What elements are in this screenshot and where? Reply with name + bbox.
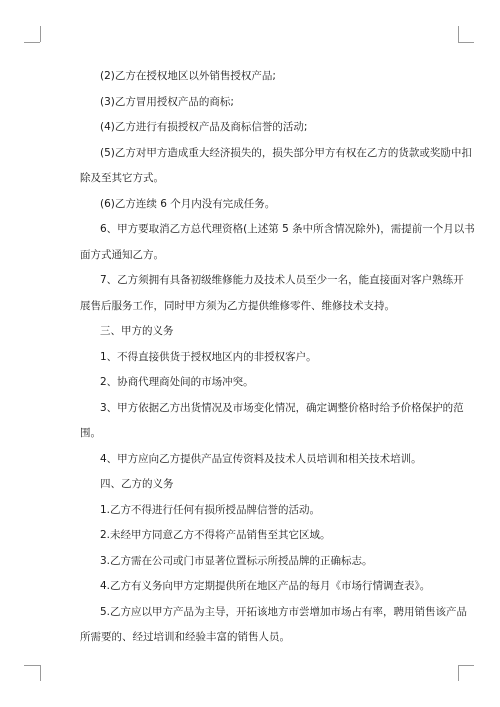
paragraph-text: 4.乙方有义务向甲方定期提供所在地区产品的每月《市场行情调查表》。	[100, 580, 431, 592]
section-heading-party-b-obligations	[80, 472, 420, 498]
paragraph-text-continued: 面方式通知乙方。	[80, 248, 164, 261]
paragraph-text: 2.未经甲方同意乙方不得将产品销售至其它区域。	[100, 529, 331, 541]
paragraph-b-1	[80, 498, 420, 524]
paragraph-b-2	[80, 523, 420, 549]
paragraph-b-3	[80, 549, 420, 575]
paragraph-text: 3、甲方依据乙方出货情况及市场变化情况，确定调整价格时给予价格保护的范	[100, 401, 464, 414]
document-body	[80, 64, 475, 651]
paragraph-item-4	[80, 115, 420, 141]
paragraph-text: 2、协商代理商处间的市场冲突。	[100, 376, 254, 388]
paragraph-b-5	[80, 600, 468, 651]
paragraph-item-3	[80, 90, 420, 116]
paragraph-item-5	[80, 141, 472, 192]
paragraph-text-continued: 所需要的、经过培训和经验丰富的销售人员。	[80, 631, 290, 643]
paragraph-text: 4、甲方应向乙方提供产品宣传资料及技术人员培训和相关技术培训。	[100, 452, 422, 465]
paragraph-text: (6)乙方连续 6 个月内没有完成任务。	[100, 197, 276, 210]
paragraph-a-2	[80, 370, 420, 396]
paragraph-a-3	[80, 396, 464, 447]
paragraph-text: (3)乙方冒用授权产品的商标;	[100, 95, 234, 108]
paragraph-text-continued: 展售后服务工作，同时甲方须为乙方提供维修零件、维修技术支持。	[80, 299, 395, 312]
paragraph-clause-7	[80, 268, 464, 319]
paragraph-item-2	[80, 64, 420, 90]
paragraph-a-1	[80, 345, 420, 371]
paragraph-text: 1、不得直接供货于授权地区内的非授权客户。	[100, 350, 317, 363]
paragraph-text-continued: 围。	[80, 427, 101, 439]
paragraph-text: 5.乙方应以甲方产品为主导，开拓该地方市尝增加市场占有率，聘用销售该产品	[100, 605, 468, 618]
paragraph-text-continued: 除及至其它方式。	[80, 172, 164, 184]
paragraph-clause-6	[80, 217, 475, 268]
paragraph-a-4	[80, 447, 420, 473]
paragraph-text: (2)乙方在授权地区以外销售授权产品;	[100, 70, 276, 82]
paragraph-text: 1.乙方不得进行任何有损所授品牌信誉的活动。	[100, 503, 321, 516]
section-heading-text: 三、甲方的义务	[100, 325, 174, 337]
section-heading-party-a-obligations	[80, 319, 420, 345]
paragraph-text: (4)乙方进行有损授权产品及商标信誉的活动;	[100, 121, 308, 133]
paragraph-item-6	[80, 192, 420, 218]
paragraph-b-4	[80, 574, 431, 600]
paragraph-text: 3.乙方需在公司或门市显著位置标示所授品牌的正确标志。	[100, 554, 373, 567]
paragraph-text: 7、乙方须拥有具备初级维修能力及技术人员至少一名，能直接面对客户熟练开	[100, 274, 464, 286]
paragraph-text: 6、甲方要取消乙方总代理资格(上述第 5 条中所含情况除外)，需提前一个月以书	[100, 223, 475, 235]
paragraph-text: (5)乙方对甲方造成重大经济损失的，损失部分甲方有权在乙方的货款或奖励中扣	[100, 146, 472, 159]
section-heading-text: 四、乙方的义务	[100, 478, 174, 490]
